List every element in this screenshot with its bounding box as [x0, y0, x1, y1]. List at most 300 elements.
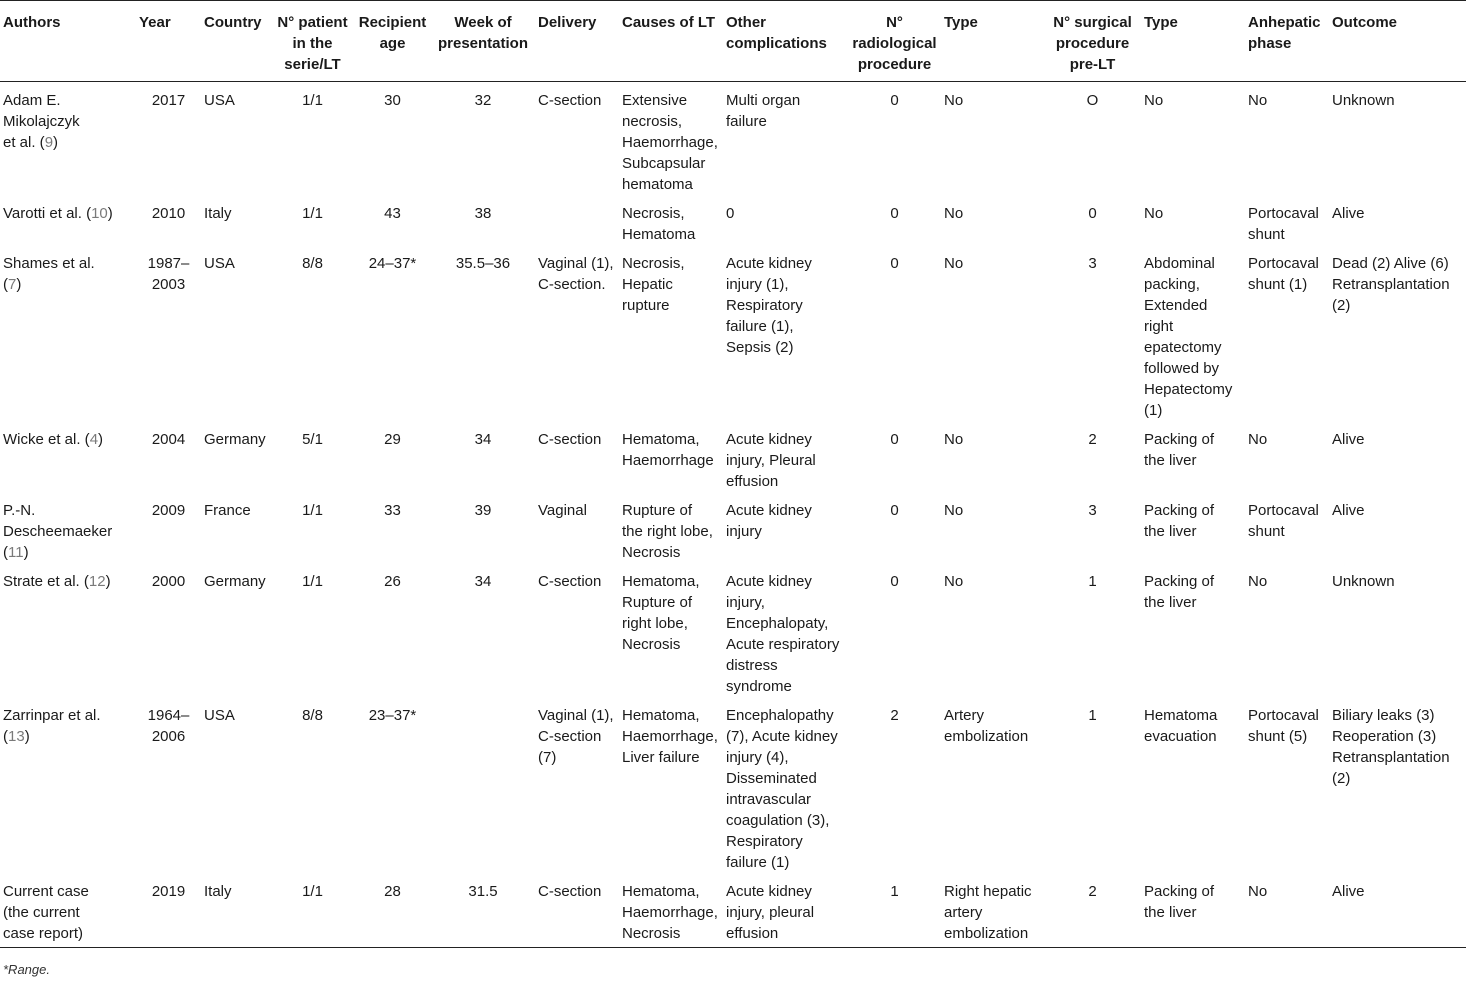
author-text: (: [3, 276, 8, 293]
causes-cell-line: right lobe,: [622, 615, 688, 632]
authors-cell: [0, 421, 136, 492]
anhepatic-cell-line: Portocaval: [1248, 707, 1319, 724]
complications-cell-line: Acute respiratory: [726, 636, 840, 653]
causes-cell-line: Haemorrhage,: [622, 728, 718, 745]
author-text: ): [24, 728, 30, 745]
age-cell: 24–37*: [368, 255, 417, 272]
delivery-cell-line: C-section: [538, 573, 602, 590]
surgical-type-cell: [1141, 421, 1245, 492]
column-header: [0, 1, 136, 82]
anhepatic-cell-line: Portocaval: [1248, 255, 1319, 272]
complications-cell-line: injury, pleural: [726, 904, 815, 921]
surgical-count-cell: 3: [1088, 255, 1097, 272]
outcome-cell-line: Dead (2) Alive (6): [1332, 255, 1449, 272]
column-header: [201, 1, 271, 82]
causes-cell: [619, 245, 723, 421]
author-text: (the current: [3, 904, 80, 921]
author-text: Shames et al.: [3, 255, 95, 272]
author-text: Current case: [3, 883, 89, 900]
complications-cell-line: failure (1): [726, 854, 790, 871]
complications-cell-line: Respiratory: [726, 297, 803, 314]
causes-cell: [619, 195, 723, 245]
table-footnote: *Range.: [3, 962, 50, 977]
column-header: [136, 1, 201, 82]
author-text: case report): [3, 925, 84, 942]
delivery-cell-line: Vaginal: [538, 502, 587, 519]
radiological-type-cell-line: artery: [944, 904, 983, 921]
outcome-cell-line: Alive: [1332, 883, 1365, 900]
table-row: [0, 492, 1466, 563]
complications-cell-line: intravascular: [726, 791, 812, 808]
patients-cell: 8/8: [302, 707, 323, 724]
header-row: [0, 1, 1466, 82]
causes-cell-line: Subcapsular: [622, 155, 706, 172]
patients-cell: 1/1: [302, 502, 323, 519]
outcome-cell-line: Biliary leaks (3): [1332, 707, 1435, 724]
header-line: Year: [139, 14, 171, 31]
causes-cell-line: Hematoma: [622, 226, 696, 243]
author-text: ): [105, 573, 111, 590]
delivery-cell-line: (7): [538, 749, 557, 766]
anhepatic-cell: [1245, 492, 1329, 563]
age-cell: 26: [384, 573, 401, 590]
authors-cell: [0, 697, 136, 873]
surgical-count-cell: 2: [1088, 883, 1097, 900]
author-text: Descheemaeker: [3, 523, 113, 540]
outcome-cell-line: Retransplantation: [1332, 749, 1450, 766]
week-cell: 34: [474, 431, 492, 448]
causes-cell-line: Extensive: [622, 92, 688, 109]
surgical-type-cell-line: followed by: [1144, 360, 1220, 377]
patients-cell: 1/1: [302, 205, 323, 222]
radiological-count-cell: 2: [890, 707, 899, 724]
surgical-type-cell-line: epatectomy: [1144, 339, 1222, 356]
country-cell: Germany: [204, 573, 266, 590]
complications-cell-line: injury, Pleural: [726, 452, 816, 469]
complications-cell: [723, 492, 848, 563]
author-text: (: [3, 544, 8, 561]
author-line: [3, 923, 136, 944]
complications-cell-line: Respiratory: [726, 833, 803, 850]
patients-cell: 1/1: [302, 573, 323, 590]
radiological-count-cell: 0: [890, 573, 899, 590]
radiological-type-cell-line: No: [944, 92, 964, 109]
outcome-cell: [1329, 195, 1466, 245]
week-cell: 38: [474, 205, 492, 222]
table-row: [0, 697, 1466, 873]
age-cell: 23–37*: [368, 707, 417, 724]
table-row: [0, 195, 1466, 245]
complications-cell: [723, 245, 848, 421]
year-cell: 1987–2003: [147, 255, 190, 293]
causes-cell-line: Necrosis: [622, 925, 681, 942]
delivery-cell: [535, 873, 619, 947]
radiological-count-cell: 1: [890, 883, 899, 900]
surgical-type-cell-line: No: [1144, 92, 1164, 109]
anhepatic-cell-line: No: [1248, 431, 1268, 448]
causes-cell-line: Necrosis,: [622, 255, 685, 272]
patients-cell: 8/8: [302, 255, 323, 272]
radiological-type-cell-line: No: [944, 255, 964, 272]
complications-cell: [723, 195, 848, 245]
surgical-type-cell-line: the liver: [1144, 452, 1197, 469]
anhepatic-cell: [1245, 873, 1329, 947]
causes-cell: [619, 492, 723, 563]
patients-cell: 1/1: [302, 883, 323, 900]
surgical-type-cell: [1141, 82, 1245, 196]
header-line: pre-LT: [1069, 56, 1116, 73]
causes-cell: [619, 82, 723, 196]
surgical-type-cell: [1141, 195, 1245, 245]
delivery-cell: [535, 245, 619, 421]
surgical-type-cell-line: Hematoma: [1144, 707, 1218, 724]
complications-cell-line: distress: [726, 657, 778, 674]
author-text: ): [16, 276, 22, 293]
surgical-type-cell-line: Packing of: [1144, 573, 1215, 590]
outcome-cell-line: Retransplantation: [1332, 276, 1450, 293]
delivery-cell-line: C-section: [538, 728, 602, 745]
causes-cell-line: Haemorrhage,: [622, 904, 718, 921]
column-header: [1141, 1, 1245, 82]
author-text: Varotti et al. (: [3, 205, 92, 222]
week-cell: 31.5: [468, 883, 498, 900]
header-line: complications: [726, 35, 827, 52]
table-body: [0, 82, 1466, 948]
radiological-count-cell: 0: [890, 431, 899, 448]
author-line: [3, 726, 136, 747]
radiological-type-cell: [941, 245, 1044, 421]
surgical-count-cell: 1: [1088, 707, 1097, 724]
radiological-type-cell: [941, 82, 1044, 196]
header-line: Authors: [3, 14, 61, 31]
surgical-type-cell-line: evacuation: [1144, 728, 1217, 745]
age-cell: 28: [384, 883, 401, 900]
column-header: [1245, 1, 1329, 82]
surgical-type-cell-line: the liver: [1144, 904, 1197, 921]
author-text: Mikolajczyk: [3, 113, 80, 130]
complications-cell-line: Acute kidney: [726, 502, 812, 519]
complications-cell-line: injury (4),: [726, 749, 789, 766]
delivery-cell: [535, 421, 619, 492]
reference-link: 10: [91, 205, 108, 222]
reference-link: 4: [89, 431, 99, 448]
year-cell: 2000: [151, 573, 186, 590]
author-text: Zarrinpar et al.: [3, 707, 101, 724]
header-line: N°: [886, 14, 903, 31]
header-line: in the: [292, 35, 333, 52]
surgical-type-cell-line: the liver: [1144, 523, 1197, 540]
anhepatic-cell: [1245, 421, 1329, 492]
delivery-cell-line: Vaginal (1),: [538, 255, 614, 272]
country-cell: Italy: [204, 883, 232, 900]
anhepatic-cell-line: shunt: [1248, 226, 1285, 243]
author-text: ): [107, 205, 113, 222]
author-text: Wicke et al. (: [3, 431, 90, 448]
year-cell: 2017: [151, 92, 186, 109]
delivery-cell-line: C-section.: [538, 276, 606, 293]
radiological-count-cell: 0: [890, 502, 899, 519]
outcome-cell-line: Unknown: [1332, 92, 1395, 109]
reference-link: 9: [44, 134, 54, 151]
outcome-cell-line: Reoperation (3): [1332, 728, 1437, 745]
delivery-cell: [535, 195, 619, 245]
surgical-type-cell-line: Extended: [1144, 297, 1208, 314]
country-cell: Germany: [204, 431, 266, 448]
radiological-count-cell: 0: [890, 92, 899, 109]
causes-cell-line: Necrosis: [622, 636, 681, 653]
table-row: [0, 421, 1466, 492]
author-text: ): [98, 431, 104, 448]
header-line: Country: [204, 14, 262, 31]
complications-cell-line: Sepsis (2): [726, 339, 794, 356]
outcome-cell-line: Alive: [1332, 431, 1365, 448]
anhepatic-cell: [1245, 563, 1329, 697]
column-header: [723, 1, 848, 82]
causes-cell-line: hematoma: [622, 176, 693, 193]
surgical-type-cell-line: (1): [1144, 402, 1163, 419]
radiological-type-cell: [941, 697, 1044, 873]
patients-cell: 1/1: [302, 92, 323, 109]
authors-cell: [0, 82, 136, 196]
authors-cell: [0, 563, 136, 697]
surgical-type-cell-line: Packing of: [1144, 502, 1215, 519]
author-line: [3, 90, 136, 111]
outcome-cell: [1329, 873, 1466, 947]
causes-cell-line: Liver failure: [622, 749, 700, 766]
age-cell: 29: [384, 431, 401, 448]
outcome-cell: [1329, 563, 1466, 697]
outcome-cell: [1329, 82, 1466, 196]
country-cell: France: [204, 502, 251, 519]
week-cell: 34: [474, 573, 492, 590]
surgical-count-cell: O: [1086, 92, 1099, 109]
column-header: [1329, 1, 1466, 82]
age-cell: 30: [384, 92, 401, 109]
complications-cell-line: failure (1),: [726, 318, 794, 335]
author-line: [3, 542, 136, 563]
anhepatic-cell-line: No: [1248, 92, 1268, 109]
author-line: [3, 111, 136, 132]
causes-cell-line: Hematoma,: [622, 431, 700, 448]
header-line: Delivery: [538, 14, 597, 31]
surgical-count-cell: 2: [1088, 431, 1097, 448]
author-line: [3, 902, 136, 923]
complications-cell-line: Acute kidney: [726, 255, 812, 272]
anhepatic-cell: [1245, 245, 1329, 421]
header-line: presentation: [437, 35, 528, 52]
author-text: (: [3, 728, 8, 745]
causes-cell: [619, 421, 723, 492]
header-line: procedure: [857, 56, 932, 73]
header-line: radiological: [852, 35, 937, 52]
outcome-cell: [1329, 421, 1466, 492]
year-cell: 1964–2006: [147, 707, 190, 745]
radiological-type-cell-line: embolization: [944, 925, 1029, 942]
complications-cell: [723, 82, 848, 196]
header-line: Causes of LT: [622, 14, 716, 31]
column-header: [431, 1, 535, 82]
table-row: [0, 563, 1466, 697]
year-cell: 2010: [151, 205, 186, 222]
anhepatic-cell-line: shunt (5): [1248, 728, 1308, 745]
complications-cell-line: Encephalopaty,: [726, 615, 829, 632]
delivery-cell: [535, 492, 619, 563]
complications-cell: [723, 563, 848, 697]
complications-cell-line: effusion: [726, 925, 779, 942]
header-line: Anhepatic: [1248, 14, 1321, 31]
causes-cell-line: Hepatic: [622, 276, 673, 293]
radiological-type-cell: [941, 492, 1044, 563]
surgical-type-cell-line: packing,: [1144, 276, 1200, 293]
header-line: Week of: [454, 14, 512, 31]
author-line: [3, 705, 136, 726]
authors-cell: [0, 245, 136, 421]
surgical-type-cell-line: No: [1144, 205, 1164, 222]
header-line: Type: [1144, 14, 1178, 31]
causes-cell: [619, 563, 723, 697]
causes-cell-line: Necrosis,: [622, 205, 685, 222]
delivery-cell-line: C-section: [538, 883, 602, 900]
anhepatic-cell: [1245, 82, 1329, 196]
table-row: [0, 873, 1466, 947]
surgical-type-cell: [1141, 492, 1245, 563]
causes-cell-line: necrosis,: [622, 113, 683, 130]
year-cell: 2009: [151, 502, 186, 519]
header-line: serie/LT: [284, 56, 341, 73]
reference-link: 12: [88, 573, 106, 590]
anhepatic-cell-line: shunt: [1248, 523, 1285, 540]
author-line: [3, 881, 136, 902]
causes-cell-line: Necrosis: [622, 544, 681, 561]
causes-cell-line: Haemorrhage,: [622, 134, 718, 151]
header-line: Recipient: [358, 14, 427, 31]
surgical-type-cell-line: Packing of: [1144, 883, 1215, 900]
author-text: P.-N.: [3, 502, 36, 519]
surgical-type-cell-line: the liver: [1144, 594, 1197, 611]
radiological-type-cell-line: No: [944, 205, 964, 222]
complications-cell-line: Disseminated: [726, 770, 817, 787]
causes-cell-line: the right lobe,: [622, 523, 713, 540]
outcome-cell: [1329, 245, 1466, 421]
year-cell: 2019: [151, 883, 186, 900]
causes-cell-line: Rupture of: [622, 594, 693, 611]
week-cell: 35.5–36: [455, 255, 511, 272]
outcome-cell-line: (2): [1332, 770, 1351, 787]
column-header: [619, 1, 723, 82]
authors-cell: [0, 492, 136, 563]
complications-cell-line: injury (1),: [726, 276, 789, 293]
header-line: N° patient: [277, 14, 348, 31]
header-line: Other: [726, 14, 767, 31]
radiological-count-cell: 0: [890, 255, 899, 272]
country-cell: Italy: [204, 205, 232, 222]
radiological-type-cell-line: embolization: [944, 728, 1029, 745]
author-text: et al. (: [3, 134, 45, 151]
outcome-cell-line: Unknown: [1332, 573, 1395, 590]
complications-cell: [723, 873, 848, 947]
week-cell: 32: [474, 92, 492, 109]
header-line: Type: [944, 14, 978, 31]
surgical-count-cell: 0: [1088, 205, 1097, 222]
radiological-type-cell-line: No: [944, 431, 964, 448]
surgical-type-cell-line: Abdominal: [1144, 255, 1215, 272]
year-cell: 2004: [151, 431, 186, 448]
header-line: N° surgical: [1053, 14, 1132, 31]
header-line: age: [379, 35, 406, 52]
causes-cell-line: Haemorrhage: [622, 452, 714, 469]
authors-cell: [0, 873, 136, 947]
author-text: Adam E.: [3, 92, 61, 109]
anhepatic-cell-line: shunt (1): [1248, 276, 1308, 293]
author-line: [3, 500, 136, 521]
complications-cell-line: syndrome: [726, 678, 792, 695]
outcome-cell-line: (2): [1332, 297, 1351, 314]
surgical-count-cell: 3: [1088, 502, 1097, 519]
radiological-count-cell: 0: [890, 205, 899, 222]
causes-cell-line: Hematoma,: [622, 573, 700, 590]
author-line: [3, 571, 136, 592]
header-line: procedure: [1055, 35, 1130, 52]
delivery-cell-line: Vaginal (1),: [538, 707, 614, 724]
complications-cell-line: coagulation (3),: [726, 812, 830, 829]
surgical-type-cell-line: right: [1144, 318, 1174, 335]
radiological-type-cell-line: No: [944, 502, 964, 519]
surgical-type-cell: [1141, 245, 1245, 421]
causes-cell-line: Hematoma,: [622, 707, 700, 724]
header-line: Outcome: [1332, 14, 1398, 31]
reference-link: 7: [8, 276, 17, 293]
complications-cell-line: injury: [726, 523, 762, 540]
column-header: [848, 1, 941, 82]
anhepatic-cell-line: Portocaval: [1248, 205, 1319, 222]
delivery-cell: [535, 563, 619, 697]
reference-link: 11: [8, 544, 24, 561]
complications-cell-line: injury,: [726, 594, 765, 611]
surgical-type-cell-line: Hepatectomy: [1144, 381, 1233, 398]
complications-cell-line: Acute kidney: [726, 883, 812, 900]
surgical-type-cell: [1141, 873, 1245, 947]
author-text: ): [23, 544, 29, 561]
radiological-type-cell-line: Artery: [944, 707, 985, 724]
author-line: [3, 429, 136, 450]
author-line: [3, 253, 136, 274]
surgical-type-cell-line: Packing of: [1144, 431, 1215, 448]
reference-link: 13: [8, 728, 25, 745]
country-cell: USA: [204, 707, 235, 724]
country-cell: USA: [204, 255, 235, 272]
week-cell: [431, 697, 535, 873]
radiological-type-cell-line: No: [944, 573, 964, 590]
causes-cell: [619, 873, 723, 947]
complications-cell-line: effusion: [726, 473, 779, 490]
delivery-cell: [535, 82, 619, 196]
column-header: [1044, 1, 1141, 82]
complications-cell-line: Acute kidney: [726, 431, 812, 448]
complications-cell: [723, 697, 848, 873]
author-line: [3, 132, 136, 153]
complications-cell-line: failure: [726, 113, 767, 130]
author-line: [3, 521, 136, 542]
causes-cell: [619, 697, 723, 873]
surgical-type-cell: [1141, 697, 1245, 873]
table-row: [0, 245, 1466, 421]
author-line: [3, 274, 136, 295]
anhepatic-cell: [1245, 697, 1329, 873]
complications-cell: [723, 421, 848, 492]
radiological-type-cell-line: Right hepatic: [944, 883, 1032, 900]
column-header: [535, 1, 619, 82]
complications-cell-line: Encephalopathy: [726, 707, 834, 724]
